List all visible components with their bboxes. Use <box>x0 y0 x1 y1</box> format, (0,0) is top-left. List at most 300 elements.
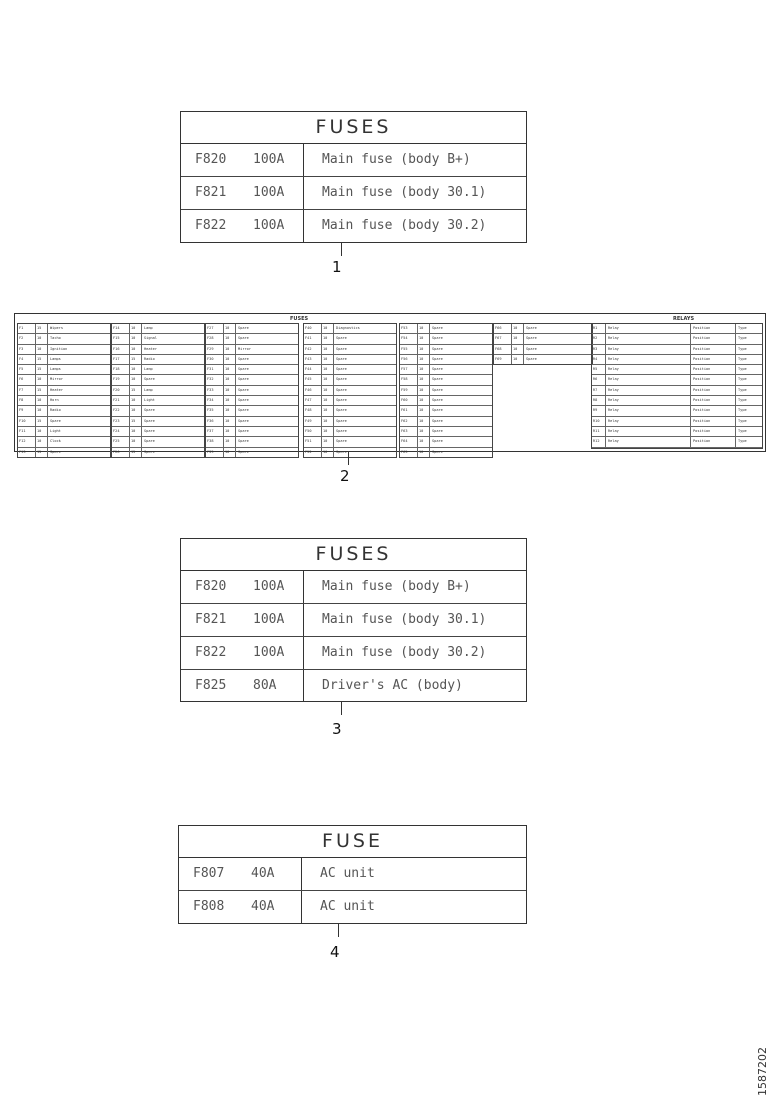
panel-fuse-description: Ignition <box>50 346 68 351</box>
fuse-description: Main fuse (body B+) <box>303 144 471 176</box>
panel-fuse-id: F29 <box>206 345 224 354</box>
panel-fuse-description: Spare <box>336 346 347 351</box>
panel-fuse-id: F52 <box>304 448 322 457</box>
panel-fuse-row <box>18 345 110 355</box>
leader-line <box>338 923 339 937</box>
panel-fuse-id: F39 <box>206 448 224 457</box>
panel-fuse-row <box>206 427 298 437</box>
panel-fuse-description: Spare <box>238 367 249 372</box>
panel-fuse-rating: 10 <box>418 417 430 426</box>
panel-fuse-description: Radio <box>144 356 155 361</box>
panel-fuse-rating: 10 <box>418 375 430 384</box>
relay-id: R8 <box>592 396 606 405</box>
panel-fuse-row <box>304 324 396 334</box>
panel-fuse-rating: 10 <box>418 406 430 415</box>
fuse-id: F820 <box>195 579 227 594</box>
panel-fuse-id: F4 <box>18 355 36 364</box>
panel-fuse-row <box>304 448 396 457</box>
panel-fuse-row <box>400 417 492 427</box>
panel-fuse-description: Spare <box>336 377 347 382</box>
panel-fuse-description: Spare <box>336 398 347 403</box>
fuse-column <box>17 323 111 458</box>
label-title: FUSES <box>181 539 526 571</box>
panel-fuse-rating: 15 <box>36 365 48 374</box>
fuse-id: F821 <box>195 185 227 200</box>
fuse-label-1 <box>180 111 527 243</box>
panel-fuse-id: F32 <box>206 375 224 384</box>
relay-id: R5 <box>592 365 606 374</box>
panel-fuse-row <box>18 324 110 334</box>
relay-position: Position <box>691 386 736 395</box>
panel-fuse-rating: 10 <box>224 355 236 364</box>
leader-line <box>341 242 342 256</box>
panel-fuse-id: F6 <box>18 375 36 384</box>
panel-fuse-row <box>112 396 204 406</box>
panel-fuse-row <box>112 334 204 344</box>
fuse-relay-panel <box>14 313 766 452</box>
panel-fuse-rating: 10 <box>224 345 236 354</box>
panel-fuse-description: Spare <box>526 336 537 341</box>
panel-fuse-id: F20 <box>112 386 130 395</box>
panel-fuse-description: Spare <box>432 439 443 444</box>
panel-fuse-description: Spare <box>336 418 347 423</box>
panel-fuse-rating: 10 <box>130 437 142 446</box>
panel-fuse-id: F49 <box>304 417 322 426</box>
panel-fuse-rating: 10 <box>418 386 430 395</box>
panel-fuse-id: F24 <box>112 427 130 436</box>
fuse-rating: 40A <box>251 866 275 881</box>
relay-type: Type <box>738 428 747 433</box>
panel-fuse-description: Lamps <box>50 356 61 361</box>
fuse-id: F822 <box>195 218 227 233</box>
relay-id: R12 <box>592 437 606 446</box>
panel-fuse-id: F17 <box>112 355 130 364</box>
panel-fuse-id: F23 <box>112 417 130 426</box>
relay-description: Relay <box>606 345 691 354</box>
relay-description: Relay <box>606 324 691 333</box>
panel-fuse-description: Heater <box>50 387 63 392</box>
relay-position: Position <box>691 375 736 384</box>
panel-fuse-rating: 10 <box>512 345 524 354</box>
panel-fuse-row <box>494 345 592 355</box>
panel-fuse-row <box>112 386 204 396</box>
panel-fuse-rating: 10 <box>36 334 48 343</box>
relay-description: Relay <box>606 437 691 446</box>
panel-fuse-rating: 10 <box>418 334 430 343</box>
panel-fuse-description: Spare <box>238 377 249 382</box>
relay-position: Position <box>691 427 736 436</box>
fuse-id: F807 <box>193 866 225 881</box>
relay-position: Position <box>691 334 736 343</box>
relay-id: R11 <box>592 427 606 436</box>
panel-fuse-row <box>304 345 396 355</box>
fuse-id: F820 <box>195 152 227 167</box>
panel-fuse-description: Spare <box>526 356 537 361</box>
panel-fuse-row <box>304 334 396 344</box>
panel-fuse-row <box>400 365 492 375</box>
panel-fuse-rating: 15 <box>36 355 48 364</box>
relay-row <box>592 324 762 334</box>
panel-fuse-rating: 10 <box>418 448 430 457</box>
fuse-label-4 <box>178 825 527 924</box>
relay-type: Type <box>738 377 747 382</box>
fuse-description: Main fuse (body B+) <box>303 571 471 603</box>
panel-fuse-rating: 10 <box>224 427 236 436</box>
panel-fuse-rating: 10 <box>224 406 236 415</box>
panel-fuse-row <box>112 417 204 427</box>
panel-fuse-rating: 15 <box>130 448 142 457</box>
fuse-description: Main fuse (body 30.2) <box>303 210 486 242</box>
panel-fuse-id: F51 <box>304 437 322 446</box>
panel-fuse-row <box>400 427 492 437</box>
panel-fuse-description: Wipers <box>50 326 63 330</box>
panel-fuse-description: Spare <box>432 418 443 423</box>
panel-fuse-id: F21 <box>112 396 130 405</box>
fuse-description: Main fuse (body 30.1) <box>303 177 486 209</box>
panel-fuse-description: Spare <box>432 377 443 382</box>
relay-position: Position <box>691 345 736 354</box>
fuse-description: Main fuse (body 30.2) <box>303 637 486 669</box>
panel-fuse-description: Spare <box>336 356 347 361</box>
panel-fuse-description: Spare <box>526 346 537 351</box>
panel-fuse-description: Lamps <box>50 367 61 372</box>
panel-fuse-id: F42 <box>304 345 322 354</box>
relay-description: Relay <box>606 365 691 374</box>
panel-fuse-row <box>400 386 492 396</box>
relay-type: Type <box>738 418 747 423</box>
fuse-rating: 100A <box>253 185 285 200</box>
panel-fuse-description: Mirror <box>50 377 63 382</box>
panel-fuse-description: Spare <box>526 326 537 330</box>
panel-fuse-row <box>304 427 396 437</box>
leader-line <box>348 451 349 465</box>
relay-type: Type <box>738 356 747 361</box>
relay-row <box>592 427 762 437</box>
panel-fuse-description: Spare <box>336 387 347 392</box>
relay-description: Relay <box>606 406 691 415</box>
panel-fuse-id: F65 <box>400 448 418 457</box>
panel-fuse-description: Spare <box>238 449 249 454</box>
panel-fuse-id: F44 <box>304 365 322 374</box>
panel-fuse-id: F48 <box>304 406 322 415</box>
relay-type: Type <box>738 408 747 413</box>
panel-fuse-row <box>112 448 204 457</box>
panel-fuse-rating: 15 <box>36 448 48 457</box>
panel-fuse-id: F14 <box>112 324 130 333</box>
panel-fuse-description: Spare <box>144 418 155 423</box>
panel-fuse-row <box>112 345 204 355</box>
panel-fuse-rating: 10 <box>224 417 236 426</box>
panel-fuse-id: F50 <box>304 427 322 436</box>
fuse-row <box>179 858 526 891</box>
panel-fuse-row <box>18 427 110 437</box>
panel-fuse-rating: 10 <box>322 375 334 384</box>
callout-number: 2 <box>340 467 350 485</box>
panel-fuse-id: F47 <box>304 396 322 405</box>
panel-fuse-id: F57 <box>400 365 418 374</box>
panel-fuse-description: Signal <box>144 336 157 341</box>
panel-fuse-description: Spare <box>432 326 443 330</box>
panel-fuse-description: Lamp <box>144 387 153 392</box>
fuse-id: F808 <box>193 899 225 914</box>
panel-fuse-row <box>18 375 110 385</box>
panel-fuse-rating: 10 <box>36 375 48 384</box>
panel-fuse-row <box>18 396 110 406</box>
relay-type: Type <box>738 336 747 341</box>
fuse-description: Main fuse (body 30.1) <box>303 604 486 636</box>
panel-fuse-description: Spare <box>336 428 347 433</box>
panel-fuse-description: Spare <box>336 336 347 341</box>
panel-fuse-row <box>304 437 396 447</box>
panel-fuse-id: F36 <box>206 417 224 426</box>
panel-fuse-id: F35 <box>206 406 224 415</box>
panel-fuse-row <box>112 427 204 437</box>
panel-fuse-rating: 15 <box>36 386 48 395</box>
panel-fuse-id: F67 <box>494 334 512 343</box>
panel-fuse-rating: 10 <box>418 324 430 333</box>
fuse-id: F821 <box>195 612 227 627</box>
panel-fuse-description: Spare <box>238 439 249 444</box>
relay-position: Position <box>691 417 736 426</box>
panel-fuse-id: F11 <box>18 427 36 436</box>
relay-row <box>592 365 762 375</box>
relay-description: Relay <box>606 355 691 364</box>
panel-fuse-description: Spare <box>432 367 443 372</box>
panel-fuse-id: F45 <box>304 375 322 384</box>
panel-fuse-row <box>206 437 298 447</box>
relay-row <box>592 334 762 344</box>
panel-fuse-description: Spare <box>432 387 443 392</box>
relay-id: R10 <box>592 417 606 426</box>
panel-fuse-id: F38 <box>206 437 224 446</box>
panel-fuse-id: F27 <box>206 324 224 333</box>
panel-fuse-row <box>18 406 110 416</box>
panel-fuse-description: Radio <box>50 408 61 413</box>
fuse-row <box>181 210 526 242</box>
panel-fuse-id: F55 <box>400 345 418 354</box>
panel-fuse-rating: 10 <box>322 324 334 333</box>
relay-row <box>592 437 762 447</box>
panel-fuse-row <box>400 437 492 447</box>
panel-fuse-row <box>304 355 396 365</box>
relay-row <box>592 345 762 355</box>
relay-id: R6 <box>592 375 606 384</box>
panel-fuse-rating: 10 <box>418 365 430 374</box>
panel-fuse-rating: 10 <box>36 437 48 446</box>
panel-fuse-rating: 10 <box>322 355 334 364</box>
panel-fuse-row <box>18 355 110 365</box>
panel-fuse-id: F15 <box>112 334 130 343</box>
panel-fuse-row <box>206 406 298 416</box>
panel-fuse-description: Spare <box>432 336 443 341</box>
fuse-id: F825 <box>195 678 227 693</box>
panel-fuse-rating: 10 <box>36 406 48 415</box>
panel-fuse-id: F41 <box>304 334 322 343</box>
panel-fuse-description: Spare <box>336 439 347 444</box>
relay-row <box>592 375 762 385</box>
fuse-rating: 80A <box>253 678 277 693</box>
relay-row <box>592 355 762 365</box>
panel-fuse-id: F40 <box>304 324 322 333</box>
panel-fuse-id: F56 <box>400 355 418 364</box>
panel-fuse-row <box>206 365 298 375</box>
relay-type: Type <box>738 439 747 444</box>
panel-fuse-description: Spare <box>432 449 443 454</box>
panel-fuse-rating: 10 <box>36 396 48 405</box>
panel-fuse-row <box>18 448 110 457</box>
panel-fuse-row <box>112 365 204 375</box>
callout-number: 1 <box>332 258 342 276</box>
relay-description: Relay <box>606 334 691 343</box>
panel-fuse-description: Mirror <box>238 346 251 351</box>
fuse-description: Driver's AC (body) <box>303 670 463 702</box>
relay-id: R4 <box>592 355 606 364</box>
panel-fuse-rating: 10 <box>130 427 142 436</box>
relay-position: Position <box>691 437 736 446</box>
panel-fuse-rating: 10 <box>130 324 142 333</box>
panel-fuse-row <box>206 448 298 457</box>
panel-fuse-row <box>18 386 110 396</box>
panel-fuse-id: F9 <box>18 406 36 415</box>
panel-fuse-id: F61 <box>400 406 418 415</box>
relay-position: Position <box>691 365 736 374</box>
relay-id: R1 <box>592 324 606 333</box>
panel-fuse-rating: 10 <box>322 437 334 446</box>
panel-fuse-id: F54 <box>400 334 418 343</box>
fuse-row <box>179 891 526 923</box>
panel-fuse-row <box>206 334 298 344</box>
relay-position: Position <box>691 355 736 364</box>
panel-fuse-id: F22 <box>112 406 130 415</box>
panel-fuse-rating: 10 <box>130 406 142 415</box>
panel-fuse-row <box>206 417 298 427</box>
panel-fuse-rating: 10 <box>322 386 334 395</box>
panel-fuse-row <box>304 417 396 427</box>
panel-fuse-description: Spare <box>238 428 249 433</box>
panel-fuse-row <box>400 355 492 365</box>
panel-fuse-rating: 10 <box>418 437 430 446</box>
relay-table <box>591 323 763 449</box>
relay-row <box>592 396 762 406</box>
panel-fuse-description: Spare <box>336 408 347 413</box>
panel-fuse-id: F53 <box>400 324 418 333</box>
panel-fuse-row <box>400 375 492 385</box>
panel-fuse-description: Light <box>144 398 155 403</box>
panel-fuse-row <box>400 448 492 457</box>
fuse-rating: 100A <box>253 152 285 167</box>
panel-fuse-row <box>400 396 492 406</box>
panel-fuse-rating: 10 <box>322 406 334 415</box>
panel-fuse-rating: 10 <box>36 345 48 354</box>
panel-fuse-id: F62 <box>400 417 418 426</box>
panel-fuse-description: Spare <box>144 377 155 382</box>
panel-fuse-rating: 10 <box>418 345 430 354</box>
panel-fuse-rating: 10 <box>322 396 334 405</box>
panel-fuse-rating: 10 <box>322 334 334 343</box>
label-title: FUSE <box>179 826 526 858</box>
panel-fuse-description: Spare <box>144 428 155 433</box>
panel-fuse-id: F26 <box>112 448 130 457</box>
panel-fuse-description: Spare <box>238 418 249 423</box>
panel-fuse-id: F34 <box>206 396 224 405</box>
panel-fuse-rating: 10 <box>512 324 524 333</box>
relay-type: Type <box>738 346 747 351</box>
panel-fuse-row <box>18 437 110 447</box>
panel-fuse-description: Spare <box>432 356 443 361</box>
relay-type: Type <box>738 398 747 403</box>
panel-fuse-description: Spare <box>238 398 249 403</box>
panel-fuse-id: F60 <box>400 396 418 405</box>
panel-fuse-description: Heater <box>144 346 157 351</box>
panel-fuse-rating: 10 <box>418 396 430 405</box>
panel-fuse-rating: 15 <box>36 417 48 426</box>
panel-fuse-row <box>18 417 110 427</box>
panel-fuse-row <box>18 365 110 375</box>
panel-fuse-rating: 10 <box>512 355 524 364</box>
panel-fuse-id: F28 <box>206 334 224 343</box>
document-id: 1587202 <box>756 1047 769 1096</box>
fuse-column <box>493 323 593 365</box>
panel-fuse-rating: 10 <box>36 427 48 436</box>
panel-fuse-row <box>112 437 204 447</box>
panel-fuse-id: F63 <box>400 427 418 436</box>
panel-fuse-id: F37 <box>206 427 224 436</box>
panel-fuse-row <box>206 386 298 396</box>
panel-fuse-id: F43 <box>304 355 322 364</box>
panel-fuse-row <box>206 345 298 355</box>
panel-fuse-row <box>112 355 204 365</box>
panel-fuse-rating: 10 <box>418 355 430 364</box>
panel-fuse-rating: 10 <box>130 396 142 405</box>
panel-fuse-rating: 10 <box>224 448 236 457</box>
panel-fuse-id: F18 <box>112 365 130 374</box>
fuse-row <box>181 604 526 637</box>
panel-fuse-row <box>206 355 298 365</box>
panel-fuse-description: Spare <box>238 408 249 413</box>
fuses-title: FUSES <box>290 316 309 322</box>
callout-number: 3 <box>332 720 342 738</box>
relay-type: Type <box>738 367 747 372</box>
fuse-rating: 40A <box>251 899 275 914</box>
fuse-label-3 <box>180 538 527 702</box>
panel-fuse-row <box>206 396 298 406</box>
panel-fuse-row <box>304 386 396 396</box>
fuse-row <box>181 177 526 210</box>
label-title: FUSES <box>181 112 526 144</box>
panel-fuse-description: Spare <box>144 449 155 454</box>
panel-fuse-description: Tacho <box>50 336 61 341</box>
panel-fuse-rating: 15 <box>130 355 142 364</box>
panel-fuse-rating: 10 <box>418 427 430 436</box>
panel-fuse-description: Spare <box>238 387 249 392</box>
panel-fuse-id: F1 <box>18 324 36 333</box>
relay-row <box>592 417 762 427</box>
panel-fuse-row <box>304 396 396 406</box>
panel-fuse-description: Spare <box>432 346 443 351</box>
panel-fuse-id: F30 <box>206 355 224 364</box>
fuse-column <box>399 323 493 458</box>
panel-fuse-id: F31 <box>206 365 224 374</box>
panel-fuse-description: Spare <box>432 428 443 433</box>
relay-description: Relay <box>606 386 691 395</box>
panel-fuse-rating: 10 <box>224 324 236 333</box>
panel-fuse-rating: 10 <box>224 334 236 343</box>
panel-fuse-description: Spare <box>336 449 347 454</box>
panel-fuse-row <box>400 406 492 416</box>
panel-fuse-id: F8 <box>18 396 36 405</box>
panel-fuse-row <box>400 345 492 355</box>
panel-fuse-id: F19 <box>112 375 130 384</box>
